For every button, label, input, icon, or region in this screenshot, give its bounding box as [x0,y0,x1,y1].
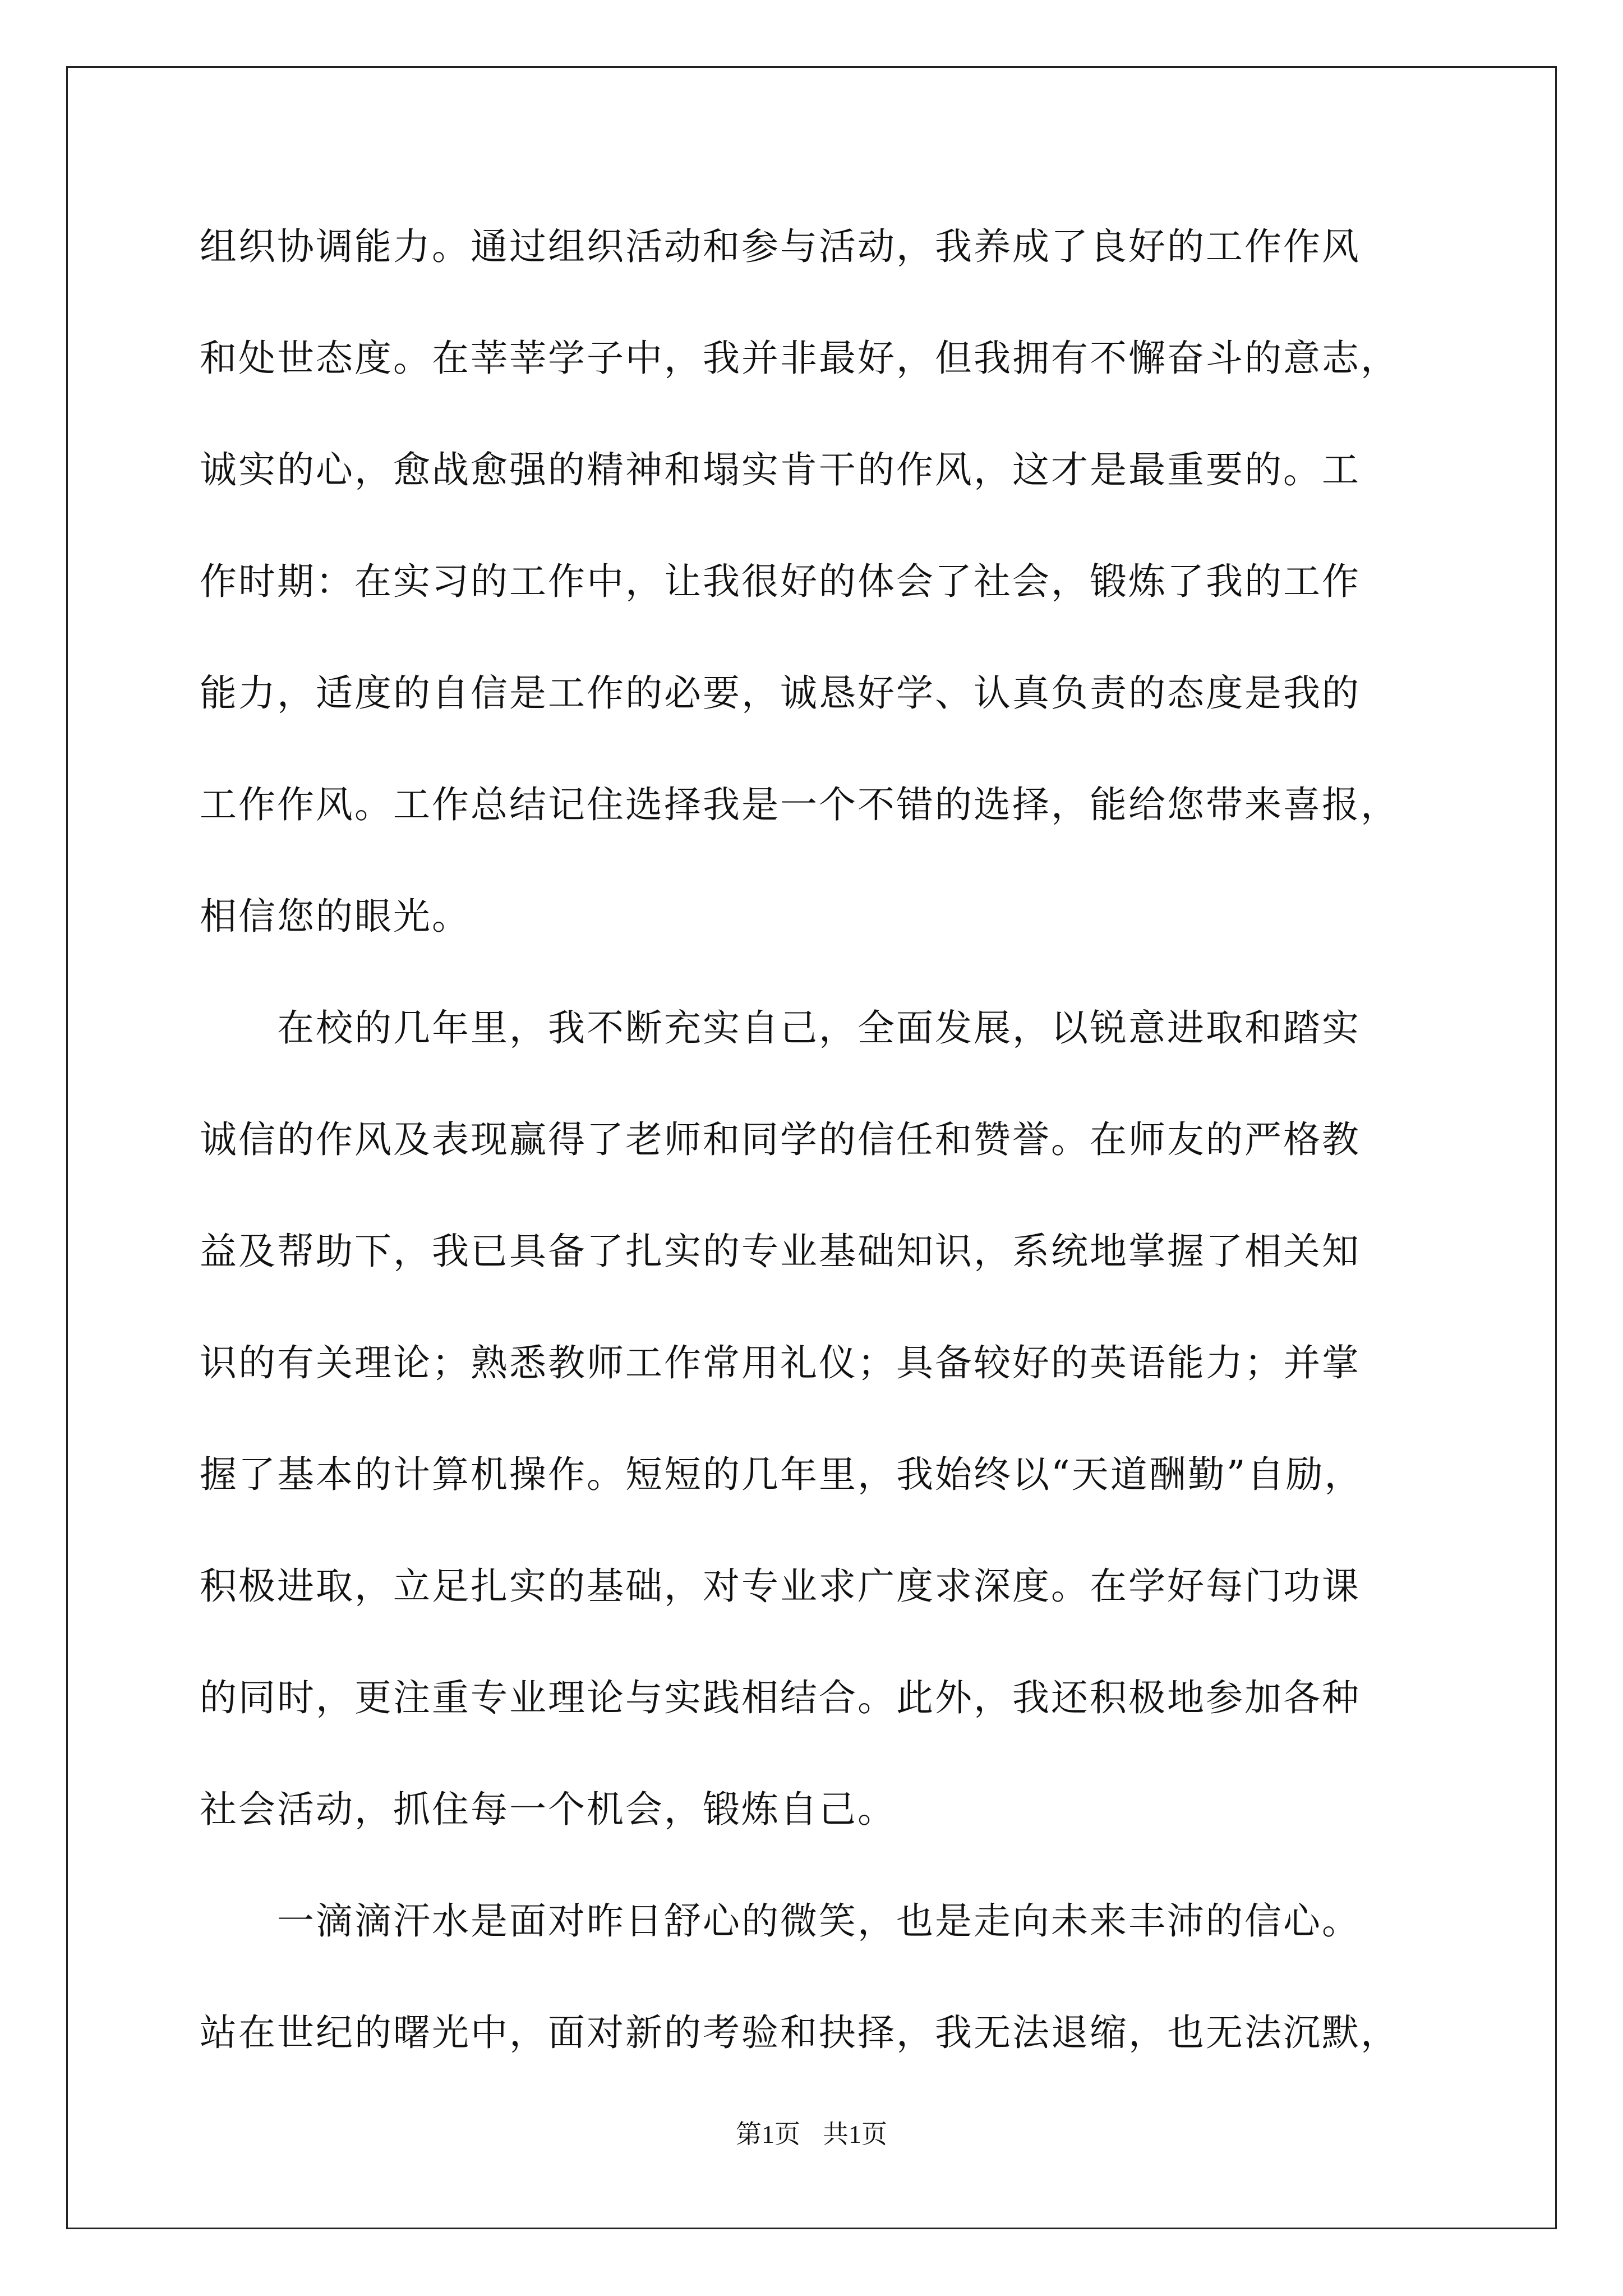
text-line: 站在世纪的曙光中，面对新的考验和抉择，我无法退缩，也无法沉默， [200,2011,1399,2054]
text-line: 益及帮助下，我已具备了扎实的专业基础知识，系统地掌握了相关知 [200,1230,1361,1273]
page-number: 第1页 [736,2120,800,2148]
page-footer [0,2118,1623,2151]
text-line: 和处世态度。在莘莘学子中，我并非最好，但我拥有不懈奋斗的意志， [200,337,1399,380]
text-line: 能力，适度的自信是工作的必要，诚恳好学、认真负责的态度是我的 [200,671,1361,715]
text-line: 积极进取，立足扎实的基础，对专业求广度求深度。在学好每门功课 [200,1565,1361,1608]
text-line: 诚实的心，愈战愈强的精神和塌实肯干的作风，这才是最重要的。工 [200,448,1361,491]
text-line: 社会活动，抓住每一个机会，锻炼自己。 [200,1788,896,1831]
text-line: 工作作风。工作总结记住选择我是一个不错的选择，能给您带来喜报， [200,783,1399,826]
text-line: 在校的几年里，我不断充实自己，全面发展，以锐意进取和踏实 [200,1006,1361,1050]
text-line: 的同时，更注重专业理论与实践相结合。此外，我还积极地参加各种 [200,1676,1361,1719]
text-line: 作时期：在实习的工作中，让我很好的体会了社会，锻炼了我的工作 [200,560,1361,603]
text-line: 握了基本的计算机操作。短短的几年里，我始终以“天道酬勤”自励， [200,1453,1363,1496]
text-line: 诚信的作风及表现赢得了老师和同学的信任和赞誉。在师友的严格教 [200,1118,1361,1161]
text-line: 一滴滴汗水是面对昨日舒心的微笑，也是走向未来丰沛的信心。 [200,1899,1361,1943]
text-line: 相信您的眼光。 [200,895,471,938]
text-line: 组织协调能力。通过组织活动和参与活动，我养成了良好的工作作风 [200,225,1361,268]
page-total: 共1页 [823,2120,887,2148]
text-line: 识的有关理论；熟悉教师工作常用礼仪；具备较好的英语能力；并掌 [200,1341,1361,1384]
